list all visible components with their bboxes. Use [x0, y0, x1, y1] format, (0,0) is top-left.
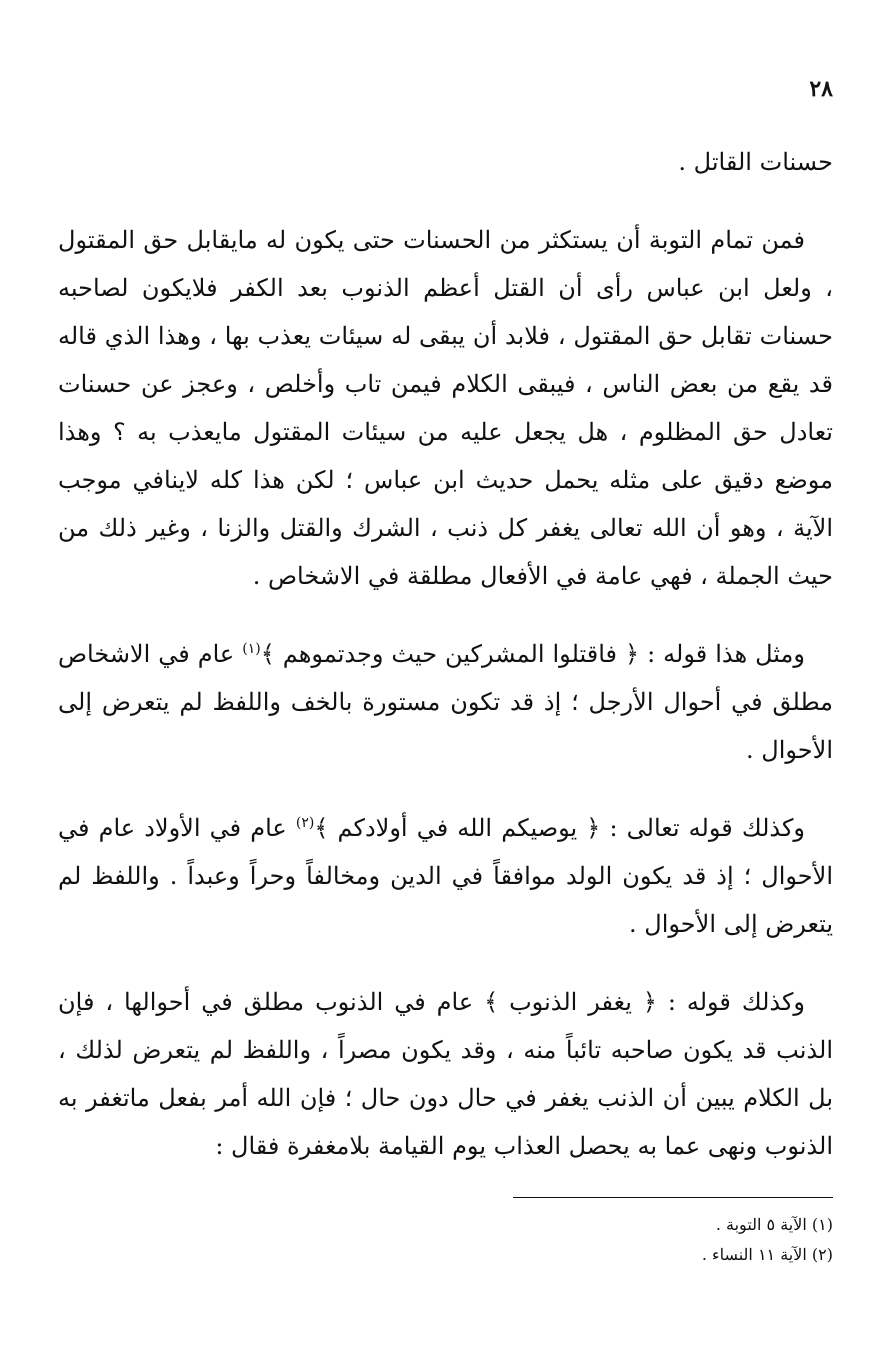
footnote-ref-2: (٢): [295, 815, 315, 831]
paragraph-children-verse: [58, 804, 833, 948]
paragraph-text: ومثل هذا قوله : ﴿ فاقتلوا المشركين حيث وجدتموهم ﴾: [260, 640, 805, 668]
footnotes: [58, 1210, 833, 1270]
paragraph-forgive-verse: وكذلك قوله : ﴿ يغفر الذنوب ﴾ عام في الذنوب مطلق في أحوالها ، فإن الذنب قد يكون صاحبه تائباً منه ، وقد يكون مصراً ، واللفظ لم يتعرض لذلك ، بل الكلام يبين أن الذنب يغفر في حال دون حال ؛ فإن الله أمر بفعل ماتغفر به الذنوب ونهى عما به يحصل العذاب يوم القيامة بلامغفرة فقال :: [58, 988, 833, 1160]
paragraph-repentance: فمن تمام التوبة أن يستكثر من الحسنات حتى يكون له مايقابل حق المقتول ، ولعل ابن عباس رأى أن القتل أعظم الذنوب بعد الكفر فلايكون لصاحبه حسنات تقابل حق المقتول ، فلابد أن يبقى له سيئات يعذب بها ، وهذا الذي قاله قد يقع من بعض الناس ، فيبقى الكلام فيمن تاب وأخلص ، وعجز عن حسنات تعادل حق المظلوم ، هل يجعل عليه من سيئات المقتول مايعذب به ؟ وهذا موضع دقيق على مثله يحمل حديث ابن عباس ؛ لكن هذا كله لاينافي موجب الآية ، وهو أن الله تعالى يغفر كل ذنب ، الشرك والقتل والزنا ، وغير ذلك من حيث الجملة ، فهي عامة في الأفعال مطلقة في الاشخاص .: [58, 226, 834, 590]
paragraph-text: عام في الأولاد عام في الأحوال ؛ إذ قد يكون الولد موافقاً في الدين ومخالفاً وحراً وعبداً . واللفظ لم يتعرض إلى الأحوال .: [58, 814, 833, 938]
paragraph-continuation: حسنات القاتل .: [678, 148, 833, 176]
footnote-1: (١) الآية ٥ التوبة .: [715, 1215, 833, 1234]
main-text: [58, 138, 833, 1170]
paragraph-text: وكذلك قوله تعالى : ﴿ يوصيكم الله في أولادكم ﴾: [314, 814, 806, 842]
paragraph-text: عام في الاشخاص مطلق في أحوال الأرجل ؛ إذ قد تكون مستورة بالخف واللفظ لم يتعرض إلى الأحوال .: [58, 640, 833, 764]
footnote-divider: [513, 1197, 833, 1198]
footnote-ref-1: (١): [242, 641, 261, 657]
paragraph-kill-verse: [58, 630, 833, 774]
footnote-2: (٢) الآية ١١ النساء .: [701, 1245, 833, 1264]
page-number: ٢٨: [809, 76, 833, 102]
